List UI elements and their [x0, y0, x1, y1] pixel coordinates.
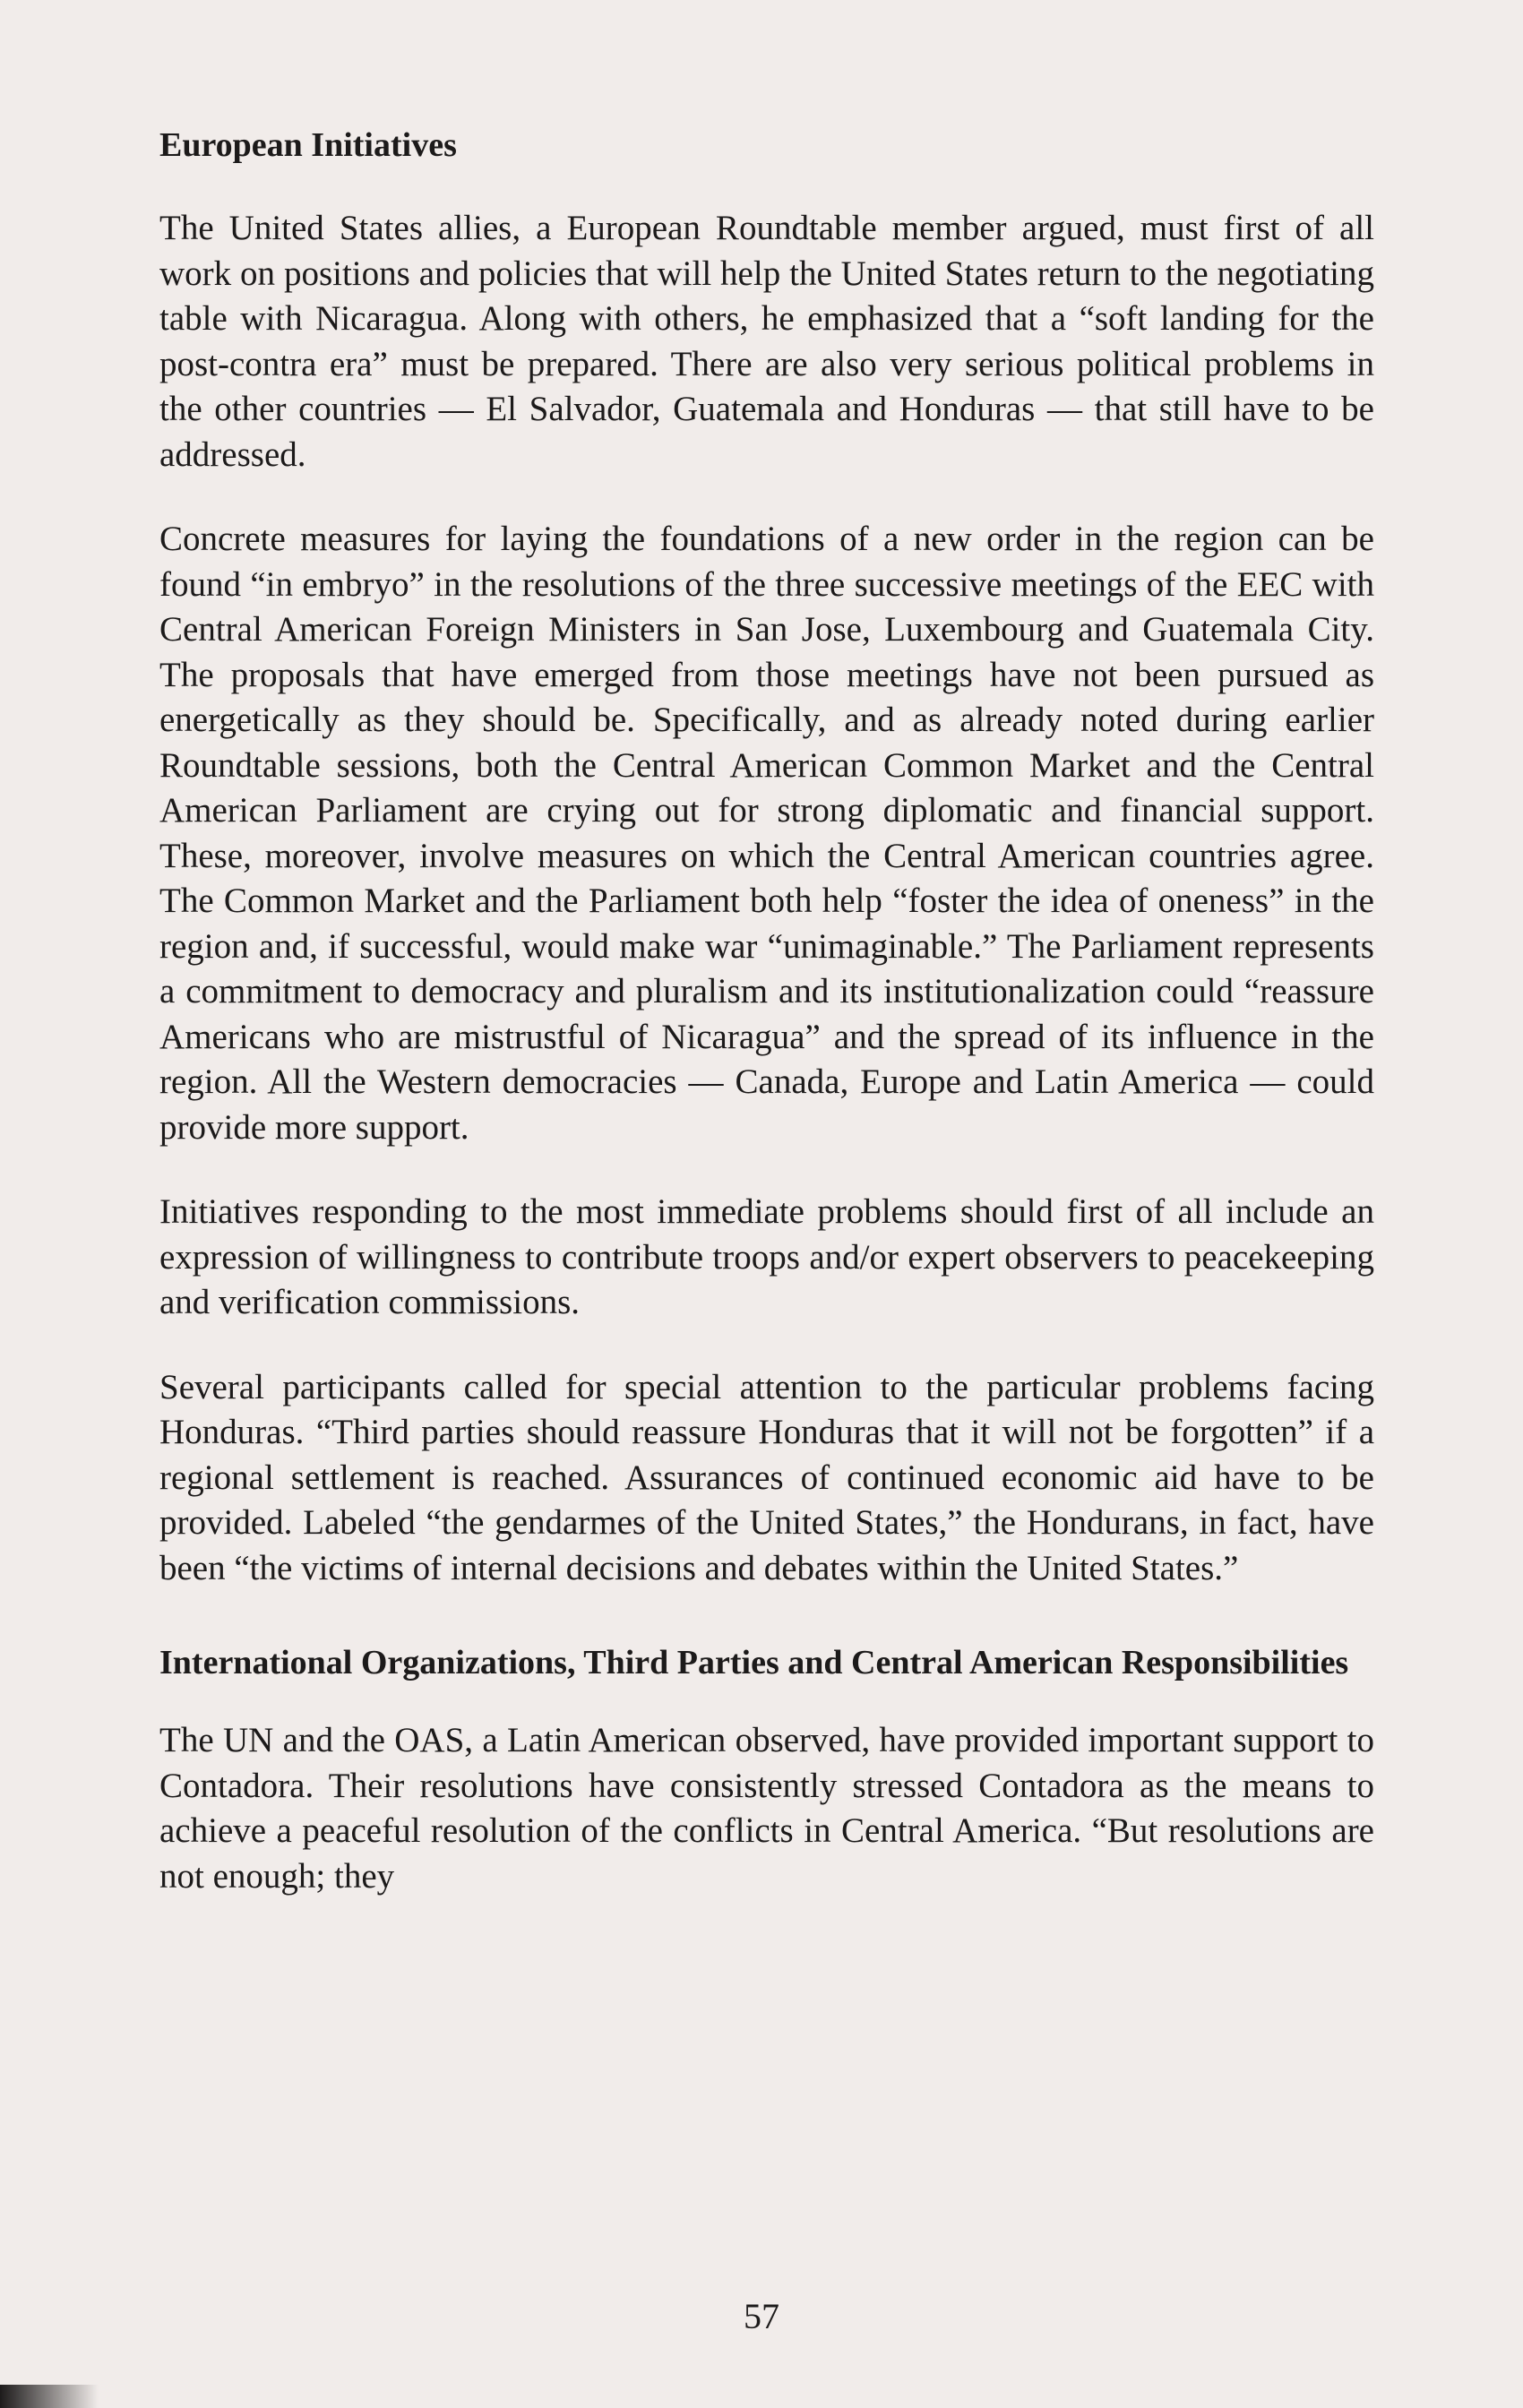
paragraph-concrete-measures: Concrete measures for laying the foundations of a new order in the region can be found “in embryo” in the resolutions of the three successive meetings of the EEC with Central American Foreign Ministers in San Jose, Luxembourg and Guatemala City. The proposals that have emerged from those meetings have not been pursued as energetically as they should be. Specifically, and as already noted during earlier Roundtable sessions, both the Central American Common Market and the Central American Parliament are crying out for strong diplomatic and financial support. These, moreover, involve measures on which the Central American countries agree. The Common Market and the Parliament both help “foster the idea of oneness” in the region and, if successful, would make war “unimaginable.” The Parliament represents a commitment to democracy and pluralism and its institutionalization could “reassure Americans who are mistrustful of Nicaragua” and the spread of its influence in the region. All the Western democracies — Canada, Europe and Latin America — could provide more support.	[159, 520, 1374, 1147]
paragraph-united-states-allies: The United States allies, a European Roundtable member argued, must first of all work on positions and policies that will help the United States return to the negotiating table with Nicaragua. Along with others, he emphasized that a “soft landing for the post-contra era” must be prepared. There are also very serious political problems in the other countries — El Salvador, Guatemala and Honduras — that still have to be addressed.	[159, 209, 1374, 474]
paragraph-initiatives: Initiatives responding to the most immediate problems should first of all include an expression of willingness to contribute troops and/or expert observers to peacekeeping and verification commissions.	[159, 1192, 1374, 1321]
section-heading-international-organizations: International Organizations, Third Parties and Central American Responsibilities	[159, 1644, 1349, 1681]
page-number: 57	[744, 2296, 779, 2336]
page-content	[159, 124, 1374, 1939]
page-edge-shadow	[0, 2385, 99, 2408]
section-heading-european-initiatives: European Initiatives	[159, 126, 457, 164]
paragraph-honduras: Several participants called for special attention to the particular problems facing Honduras. “Third parties should reassure Honduras that it will not be forgotten” if a regional settlement is reached. Assurances of continued economic aid have to be provided. Labeled “the gendarmes of the United States,” the Hondurans, in fact, have been “the victims of internal decisions and debates within the United States.”	[159, 1367, 1374, 1587]
paragraph-un-and-oas: The UN and the OAS, a Latin American observed, have provided important support to Contadora. Their resolutions have consistently stressed Contadora as the means to achieve a peaceful resolution of the conflicts in Central America. “But resolutions are not enough; they	[159, 1721, 1374, 1896]
